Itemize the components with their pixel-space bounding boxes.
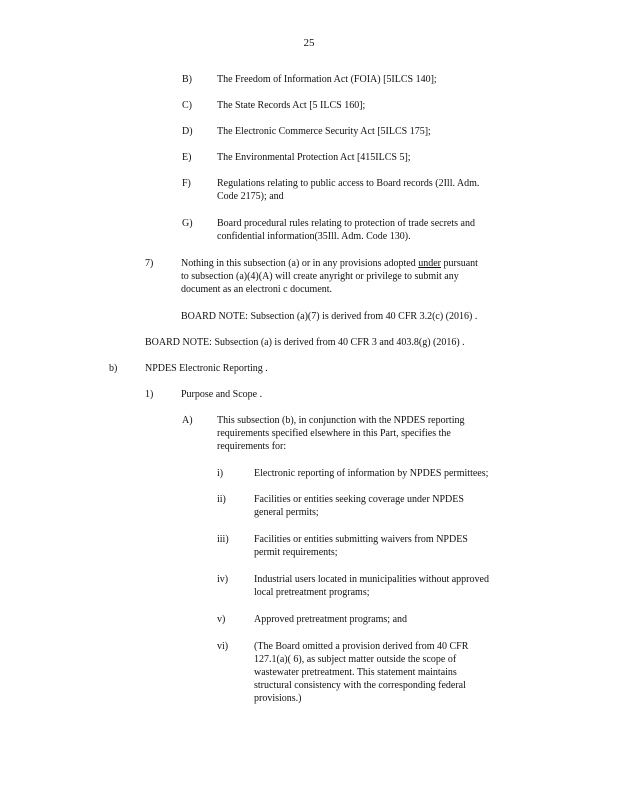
roman-item-label-iii: iii)	[217, 534, 229, 545]
list-item-text-f-line1: Regulations relating to public access to Board records (2Ill. Adm.	[217, 178, 480, 189]
roman-item-text-iv-line2: local pretreatment programs;	[254, 587, 370, 598]
item-7-line2: to subsection (a)(4)(A) will create anyright or privilege to submit any	[181, 271, 459, 282]
roman-item-label-vi: vi)	[217, 641, 229, 652]
roman-item-text-vi-line4: structural consistency with the corresponding federal	[254, 680, 466, 691]
item-7-line3: document as an electroni c document.	[181, 284, 333, 295]
item-7-label: 7)	[145, 258, 154, 269]
list-item-text-e: The Environmental Protection Act [415ILCS 5];	[217, 152, 411, 163]
item-a-line3: requirements for:	[217, 441, 287, 452]
list-item-text-d: The Electronic Commerce Security Act [5ILCS 175];	[217, 126, 431, 137]
roman-item-text-i: Electronic reporting of information by NPDES permittees;	[254, 468, 489, 479]
page-number: 25	[303, 37, 315, 49]
list-item-label-f: F)	[182, 178, 191, 189]
board-note-7: BOARD NOTE: Subsection (a)(7) is derived from 40 CFR 3.2(c) (2016) .	[181, 311, 478, 322]
roman-item-text-vi-line2: 127.1(a)( 6), as subject matter outside the scope of	[254, 654, 457, 665]
roman-item-text-iv-line1: Industrial users located in municipalities without approved	[254, 574, 489, 585]
roman-item-text-vi-line3: wastewater pretreatment. This statement maintains	[254, 667, 457, 678]
list-item-label-b: B)	[182, 74, 192, 85]
list-item-text-f-line2: Code 2175); and	[217, 191, 284, 202]
roman-item-text-ii-line2: general permits;	[254, 507, 319, 518]
roman-item-label-ii: ii)	[217, 494, 226, 505]
list-item-text-b: The Freedom of Information Act (FOIA) [5ILCS 140];	[217, 74, 437, 85]
item-7-underlined-word: under	[418, 258, 441, 269]
item-1-label: 1)	[145, 389, 154, 400]
section-b-label: b)	[109, 363, 118, 374]
list-item-label-c: C)	[182, 100, 192, 111]
roman-item-label-i: i)	[217, 468, 224, 479]
item-a-line1: This subsection (b), in conjunction with the NPDES reporting	[217, 415, 465, 426]
roman-item-text-ii-line1: Facilities or entities seeking coverage under NPDES	[254, 494, 464, 505]
item-7-line1-pre: Nothing in this subsection (a) or in any provisions adopted	[181, 258, 419, 269]
roman-item-text-iii-line1: Facilities or entities submitting waivers from NPDES	[254, 534, 468, 545]
section-b-title: NPDES Electronic Reporting .	[145, 363, 268, 374]
list-item-label-e: E)	[182, 152, 192, 163]
roman-item-text-v: Approved pretreatment programs; and	[254, 614, 408, 625]
roman-item-label-iv: iv)	[217, 574, 229, 585]
item-a-label: A)	[182, 415, 193, 426]
item-7-line1-post: pursuant	[440, 258, 478, 269]
board-note-a: BOARD NOTE: Subsection (a) is derived from 40 CFR 3 and 403.8(g) (2016) .	[145, 337, 465, 348]
item-7-line1	[181, 257, 541, 270]
list-item-label-g: G)	[182, 218, 193, 229]
roman-item-label-v: v)	[217, 614, 226, 625]
roman-item-text-vi-line1: (The Board omitted a provision derived from 40 CFR	[254, 641, 469, 652]
list-item-text-c: The State Records Act [5 ILCS 160];	[217, 100, 366, 111]
roman-item-text-iii-line2: permit requirements;	[254, 547, 338, 558]
item-a-line2: requirements specified elsewhere in this Part, specifies the	[217, 428, 451, 439]
list-item-label-d: D)	[182, 126, 193, 137]
list-item-text-g-line1: Board procedural rules relating to protection of trade secrets and	[217, 218, 475, 229]
roman-item-text-vi-line5: provisions.)	[254, 693, 302, 704]
list-item-text-g-line2: confidential information(35Ill. Adm. Code 130).	[217, 231, 411, 242]
item-1-title: Purpose and Scope .	[181, 389, 263, 400]
